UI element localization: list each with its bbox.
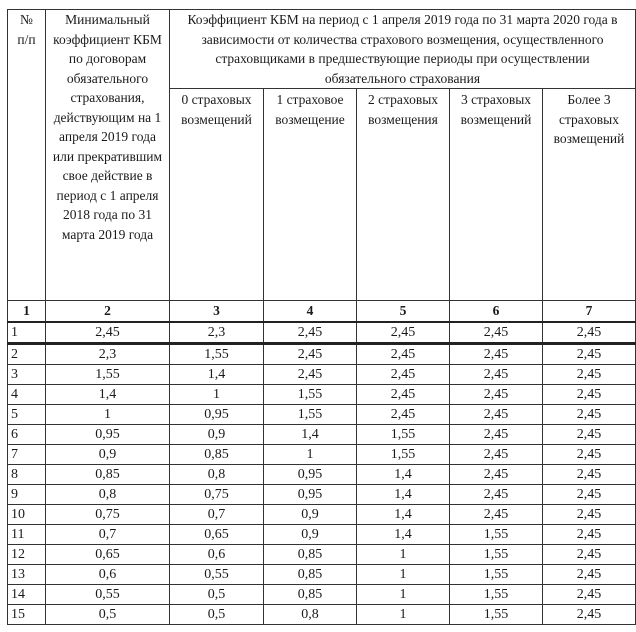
row-number: 1 <box>8 322 46 344</box>
kbm-value: 1 <box>357 604 450 624</box>
kbm-value: 0,85 <box>46 464 170 484</box>
table-row <box>8 464 636 484</box>
header-sub-4: Более 3 страховых возмещений <box>543 89 636 301</box>
table-row <box>8 484 636 504</box>
table-row <box>8 364 636 384</box>
kbm-value: 0,85 <box>264 584 357 604</box>
kbm-value: 2,45 <box>543 444 636 464</box>
kbm-value: 1,55 <box>170 343 264 364</box>
row-number: 15 <box>8 604 46 624</box>
kbm-value: 2,45 <box>543 584 636 604</box>
kbm-value: 0,65 <box>46 544 170 564</box>
kbm-value: 0,95 <box>170 404 264 424</box>
table-row <box>8 343 636 364</box>
kbm-value: 2,45 <box>357 322 450 344</box>
kbm-value: 0,7 <box>170 504 264 524</box>
row-number: 9 <box>8 484 46 504</box>
kbm-value: 2,45 <box>450 504 543 524</box>
kbm-value: 2,45 <box>543 424 636 444</box>
kbm-value: 2,45 <box>450 484 543 504</box>
kbm-value: 2,3 <box>46 343 170 364</box>
table-row <box>8 504 636 524</box>
kbm-value: 0,55 <box>170 564 264 584</box>
kbm-value: 1,55 <box>450 604 543 624</box>
kbm-value: 0,75 <box>46 504 170 524</box>
kbm-value: 1,55 <box>357 444 450 464</box>
column-number: 6 <box>450 301 543 322</box>
kbm-value: 0,8 <box>264 604 357 624</box>
column-number: 4 <box>264 301 357 322</box>
kbm-value: 1,55 <box>264 404 357 424</box>
kbm-value: 1,55 <box>264 384 357 404</box>
kbm-value: 2,45 <box>543 364 636 384</box>
kbm-value: 0,6 <box>46 564 170 584</box>
kbm-value: 2,45 <box>450 364 543 384</box>
table-row <box>8 524 636 544</box>
kbm-value: 0,95 <box>264 484 357 504</box>
kbm-value: 2,45 <box>450 444 543 464</box>
row-number: 3 <box>8 364 46 384</box>
kbm-value: 0,75 <box>170 484 264 504</box>
kbm-value: 0,8 <box>170 464 264 484</box>
kbm-value: 0,65 <box>170 524 264 544</box>
row-number: 14 <box>8 584 46 604</box>
kbm-value: 0,9 <box>264 524 357 544</box>
kbm-value: 0,9 <box>46 444 170 464</box>
table-row <box>8 322 636 344</box>
kbm-value: 0,8 <box>46 484 170 504</box>
table-row <box>8 564 636 584</box>
kbm-value: 2,45 <box>543 504 636 524</box>
kbm-value: 2,45 <box>46 322 170 344</box>
kbm-value: 2,45 <box>264 364 357 384</box>
header-sub-0: 0 страховых возмещений <box>170 89 264 301</box>
kbm-value: 2,45 <box>450 424 543 444</box>
row-number: 12 <box>8 544 46 564</box>
kbm-value: 1,4 <box>357 484 450 504</box>
row-number: 2 <box>8 343 46 364</box>
column-number: 7 <box>543 301 636 322</box>
kbm-value: 1 <box>170 384 264 404</box>
kbm-value: 2,45 <box>357 384 450 404</box>
kbm-value: 2,45 <box>543 564 636 584</box>
row-number: 5 <box>8 404 46 424</box>
kbm-value: 1,55 <box>46 364 170 384</box>
header-group: Коэффициент КБМ на период с 1 апреля 2019 года по 31 марта 2020 года в зависимости от количества страхового возмещения, осуществленного страховщиками в предшествующие периоды при осуществлении обязательного страхования <box>170 10 636 89</box>
kbm-value: 1,55 <box>357 424 450 444</box>
kbm-value: 0,5 <box>46 604 170 624</box>
column-number: 5 <box>357 301 450 322</box>
kbm-value: 2,45 <box>450 464 543 484</box>
kbm-value: 1,4 <box>264 424 357 444</box>
kbm-value: 2,45 <box>450 384 543 404</box>
kbm-value: 2,45 <box>264 322 357 344</box>
table-row <box>8 444 636 464</box>
kbm-value: 0,55 <box>46 584 170 604</box>
kbm-value: 0,95 <box>46 424 170 444</box>
kbm-value: 0,5 <box>170 604 264 624</box>
row-number: 4 <box>8 384 46 404</box>
column-number: 1 <box>8 301 46 322</box>
kbm-value: 1,4 <box>357 464 450 484</box>
kbm-value: 2,45 <box>543 404 636 424</box>
row-number: 6 <box>8 424 46 444</box>
kbm-value: 2,45 <box>543 464 636 484</box>
kbm-value: 0,85 <box>264 544 357 564</box>
table-row <box>8 404 636 424</box>
kbm-value: 1 <box>357 584 450 604</box>
header-sub-1: 1 страховое возмещение <box>264 89 357 301</box>
kbm-value: 0,85 <box>170 444 264 464</box>
kbm-value: 1 <box>264 444 357 464</box>
table-row <box>8 424 636 444</box>
kbm-value: 2,45 <box>543 524 636 544</box>
kbm-value: 1,4 <box>170 364 264 384</box>
table-row <box>8 384 636 404</box>
kbm-value: 1,55 <box>450 564 543 584</box>
kbm-value: 2,45 <box>264 343 357 364</box>
kbm-value: 2,45 <box>357 343 450 364</box>
row-number: 11 <box>8 524 46 544</box>
header-sub-3: 3 страховых возмещений <box>450 89 543 301</box>
column-number: 3 <box>170 301 264 322</box>
kbm-value: 1,4 <box>357 524 450 544</box>
kbm-value: 2,3 <box>170 322 264 344</box>
table-row <box>8 604 636 624</box>
kbm-value: 0,9 <box>264 504 357 524</box>
kbm-value: 1,55 <box>450 544 543 564</box>
kbm-value: 1 <box>357 544 450 564</box>
kbm-value: 0,95 <box>264 464 357 484</box>
kbm-value: 0,6 <box>170 544 264 564</box>
header-sub-2: 2 страховых возмещения <box>357 89 450 301</box>
table-row <box>8 544 636 564</box>
kbm-value: 1 <box>46 404 170 424</box>
row-number: 10 <box>8 504 46 524</box>
kbm-value: 0,5 <box>170 584 264 604</box>
kbm-value: 2,45 <box>543 384 636 404</box>
kbm-value: 2,45 <box>543 544 636 564</box>
header-min-kbm: Минимальный коэффициент КБМ по договорам обязательного страхования, действующим на 1 апреля 2019 года или прекратившим свое действие в период с 1 апреля 2018 года по 31 марта 2019 года <box>46 10 170 301</box>
kbm-value: 1,4 <box>46 384 170 404</box>
kbm-value: 2,45 <box>357 404 450 424</box>
kbm-value: 0,85 <box>264 564 357 584</box>
kbm-value: 2,45 <box>450 343 543 364</box>
column-number: 2 <box>46 301 170 322</box>
kbm-value: 2,45 <box>543 484 636 504</box>
kbm-value: 1,55 <box>450 584 543 604</box>
kbm-value: 1,55 <box>450 524 543 544</box>
kbm-value: 2,45 <box>357 364 450 384</box>
kbm-value: 1 <box>357 564 450 584</box>
kbm-value: 2,45 <box>450 404 543 424</box>
table-row <box>8 584 636 604</box>
kbm-value: 1,4 <box>357 504 450 524</box>
kbm-value: 2,45 <box>543 343 636 364</box>
header-num: № п/п <box>8 10 46 301</box>
row-number: 7 <box>8 444 46 464</box>
kbm-value: 0,7 <box>46 524 170 544</box>
row-number: 13 <box>8 564 46 584</box>
row-number: 8 <box>8 464 46 484</box>
kbm-value: 2,45 <box>450 322 543 344</box>
kbm-value: 2,45 <box>543 604 636 624</box>
kbm-value: 0,9 <box>170 424 264 444</box>
kbm-value: 2,45 <box>543 322 636 344</box>
kbm-table <box>7 9 636 625</box>
